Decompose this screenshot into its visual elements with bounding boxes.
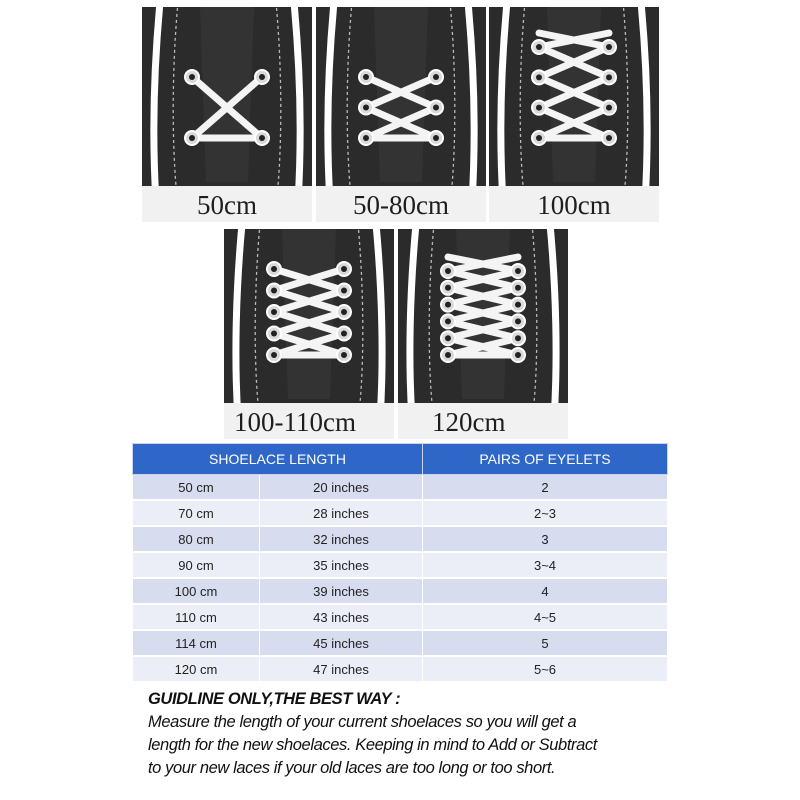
eyelet-hole (433, 135, 439, 141)
cell-eyelet-pairs: 5 (423, 630, 668, 656)
eyelet-hole (433, 74, 439, 80)
eyelet-hole (445, 302, 451, 308)
lacing-caption: 120cm (398, 403, 568, 439)
lacing-image-100cm (489, 7, 659, 222)
eyelet-hole (341, 352, 347, 358)
eyelet-hole (259, 74, 265, 80)
eyelet-hole (515, 335, 521, 341)
eyelet-hole (515, 352, 521, 358)
cell-length-cm: 80 cm (133, 526, 260, 552)
eyelet-hole (271, 331, 277, 337)
eyelet-hole (189, 135, 195, 141)
guideline-line: Measure the length of your current shoelaces so you will get a (148, 713, 577, 731)
table-row (133, 500, 668, 526)
eyelet-hole (271, 352, 277, 358)
header-pairs-of-eyelets: PAIRS OF EYELETS (423, 444, 668, 475)
cell-length-inches: 43 inches (260, 604, 423, 630)
lacing-image-120cm (398, 229, 568, 439)
table-row (133, 630, 668, 656)
guideline-title: GUIDLINE ONLY,THE BEST WAY : (148, 690, 401, 708)
cell-eyelet-pairs: 2~3 (423, 500, 668, 526)
eyelet-hole (363, 105, 369, 111)
lacing-image-100-110cm (224, 229, 394, 439)
cell-eyelet-pairs: 5~6 (423, 656, 668, 682)
eyelet-hole (259, 135, 265, 141)
lacing-caption: 100-110cm (224, 403, 394, 439)
cell-length-inches: 35 inches (260, 552, 423, 578)
cell-eyelet-pairs: 4~5 (423, 604, 668, 630)
shoelace-size-table (132, 443, 668, 683)
cell-length-cm: 90 cm (133, 552, 260, 578)
cell-length-inches: 39 inches (260, 578, 423, 604)
eyelet-hole (341, 331, 347, 337)
eyelet-hole (271, 266, 277, 272)
cell-length-cm: 120 cm (133, 656, 260, 682)
cell-eyelet-pairs: 2 (423, 475, 668, 501)
cell-length-inches: 28 inches (260, 500, 423, 526)
eyelet-hole (445, 335, 451, 341)
table-row (133, 656, 668, 682)
eyelet-hole (341, 288, 347, 294)
eyelet-hole (189, 74, 195, 80)
table-header-row (133, 444, 668, 475)
eyelet-hole (515, 285, 521, 291)
cell-eyelet-pairs: 3 (423, 526, 668, 552)
cell-eyelet-pairs: 4 (423, 578, 668, 604)
cell-length-inches: 32 inches (260, 526, 423, 552)
eyelet-hole (363, 135, 369, 141)
lacing-caption: 50cm (142, 186, 312, 222)
cell-length-inches: 20 inches (260, 475, 423, 501)
eyelet-hole (515, 318, 521, 324)
guideline-line: to your new laces if your old laces are too long or too short. (148, 759, 556, 777)
lacing-caption: 50-80cm (316, 186, 486, 222)
eyelet-hole (515, 268, 521, 274)
eyelet-hole (445, 318, 451, 324)
cell-length-cm: 110 cm (133, 604, 260, 630)
eyelet-hole (536, 44, 542, 50)
table-row (133, 578, 668, 604)
eyelet-hole (515, 302, 521, 308)
eyelet-hole (433, 105, 439, 111)
eyelet-hole (341, 309, 347, 315)
eyelet-hole (536, 135, 542, 141)
eyelet-hole (606, 105, 612, 111)
lacing-image-50cm (142, 7, 312, 222)
guideline-line: length for the new shoelaces. Keeping in mind to Add or Subtract (148, 736, 597, 754)
eyelet-hole (536, 105, 542, 111)
table-row (133, 526, 668, 552)
table-row (133, 475, 668, 501)
eyelet-hole (606, 135, 612, 141)
eyelet-hole (445, 268, 451, 274)
eyelet-hole (606, 74, 612, 80)
cell-length-cm: 70 cm (133, 500, 260, 526)
eyelet-hole (363, 74, 369, 80)
cell-length-inches: 47 inches (260, 656, 423, 682)
eyelet-hole (271, 288, 277, 294)
cell-length-cm: 100 cm (133, 578, 260, 604)
lacing-caption: 100cm (489, 186, 659, 222)
table-row (133, 552, 668, 578)
cell-length-inches: 45 inches (260, 630, 423, 656)
header-shoelace-length: SHOELACE LENGTH (133, 444, 423, 475)
eyelet-hole (271, 309, 277, 315)
cell-eyelet-pairs: 3~4 (423, 552, 668, 578)
guideline-text (148, 688, 668, 780)
eyelet-hole (606, 44, 612, 50)
eyelet-hole (341, 266, 347, 272)
cell-length-cm: 50 cm (133, 475, 260, 501)
eyelet-hole (536, 74, 542, 80)
eyelet-hole (445, 285, 451, 291)
eyelet-hole (445, 352, 451, 358)
table-row (133, 604, 668, 630)
lacing-image-50-80cm (316, 7, 486, 222)
cell-length-cm: 114 cm (133, 630, 260, 656)
